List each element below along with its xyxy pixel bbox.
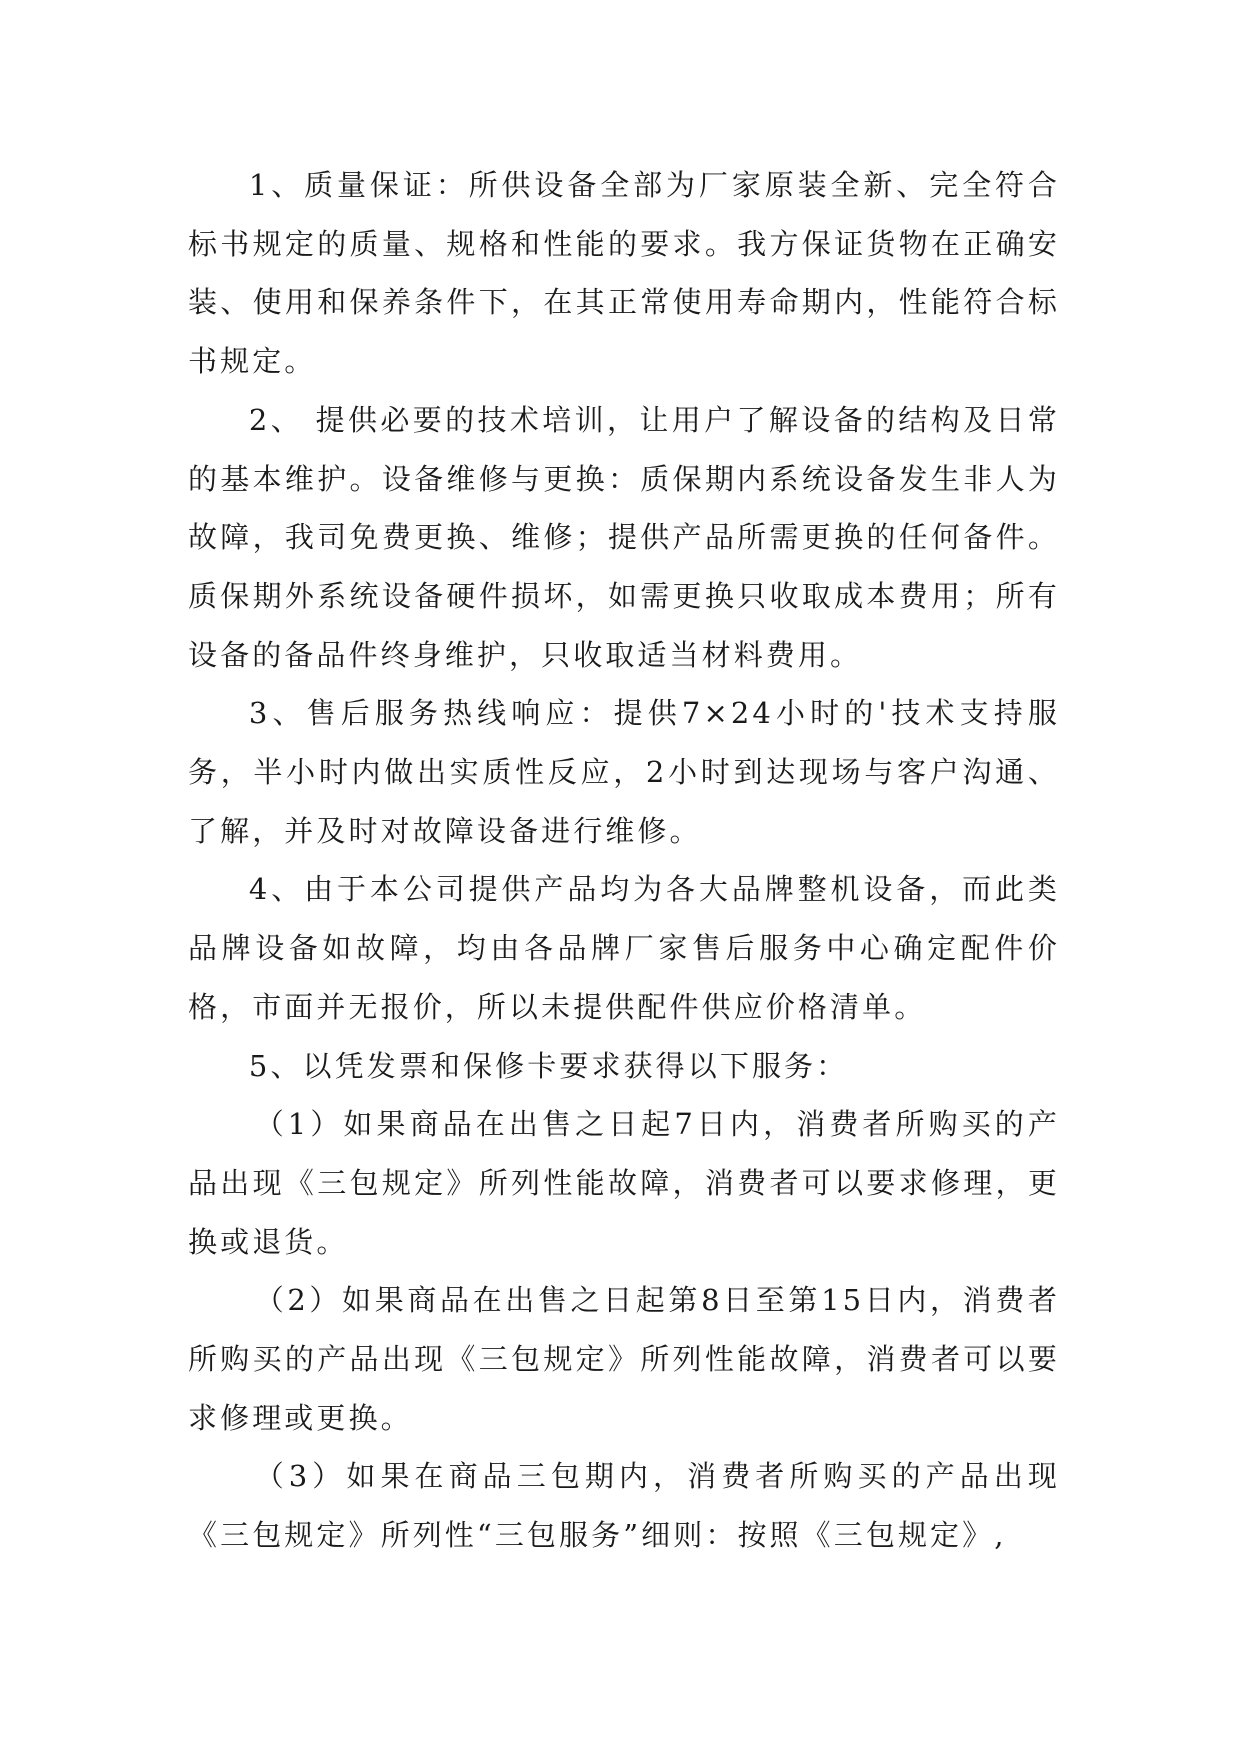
paragraph-clause-3: （3）如果在商品三包期内，消费者所购买的产品出现《三包规定》所列性“三包服务”细则：按照《三包规定》, xyxy=(188,1459,1060,1553)
paragraph-service-hotline: 3、售后服务热线响应：提供7×24小时的'技术支持服务，半小时内做出实质性反应，2小时到达现场与客户沟通、了解，并及时对故障设备进行维修。 xyxy=(188,696,1060,848)
paragraph-parts-pricing: 4、由于本公司提供产品均为各大品牌整机设备，而此类品牌设备如故障，均由各品牌厂家售后服务中心确定配件价格，市面并无报价，所以未提供配件供应价格清单。 xyxy=(188,872,1060,1024)
paragraph-quality-guarantee: 1、质量保证：所供设备全部为厂家原装全新、完全符合标书规定的质量、规格和性能的要求。我方保证货物在正确安装、使用和保养条件下，在其正常使用寿命期内，性能符合标书规定。 xyxy=(188,168,1060,379)
paragraph-invoice-services: 5、以凭发票和保修卡要求获得以下服务： xyxy=(248,1048,849,1083)
document-body xyxy=(188,156,1060,1565)
paragraph-clause-1: （1）如果商品在出售之日起7日内，消费者所购买的产品出现《三包规定》所列性能故障，消费者可以要求修理，更换或退货。 xyxy=(188,1107,1060,1259)
paragraph-technical-training: 2、 提供必要的技术培训，让用户了解设备的结构及日常的基本维护。设备维修与更换：质保期内系统设备发生非人为故障，我司免费更换、维修；提供产品所需更换的任何备件。质保期外系统设备硬件损坏，如需更换只收取成本费用；所有设备的备品件终身维护，只收取适当材料费用。 xyxy=(188,402,1060,672)
paragraph-clause-2: （2）如果商品在出售之日起第8日至第15日内，消费者所购买的产品出现《三包规定》所列性能故障，消费者可以要求修理或更换。 xyxy=(188,1283,1060,1435)
